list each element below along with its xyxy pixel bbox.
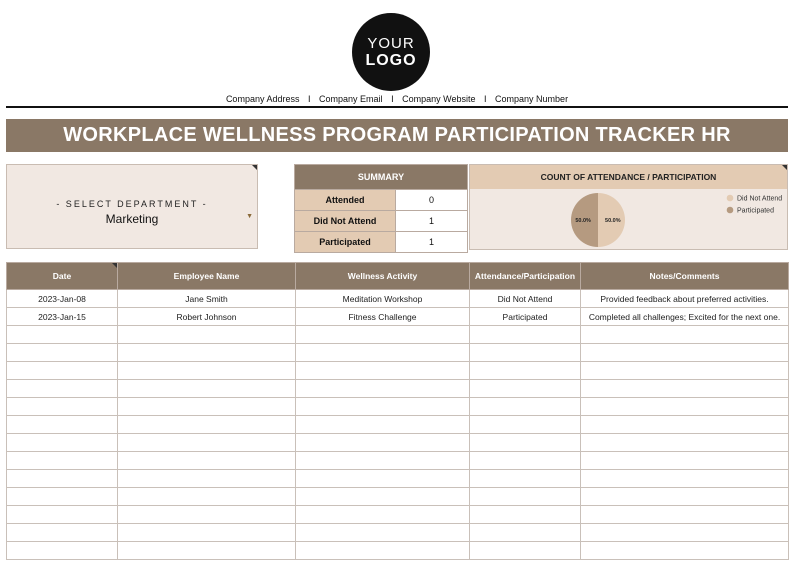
cell-date[interactable] bbox=[7, 434, 118, 452]
cell-notes[interactable] bbox=[581, 452, 789, 470]
cell-employee-name[interactable]: Jane Smith bbox=[118, 290, 296, 308]
cell-attendance[interactable] bbox=[470, 416, 581, 434]
legend-swatch bbox=[727, 207, 734, 214]
page-title: WORKPLACE WELLNESS PROGRAM PARTICIPATION TRACKER HR bbox=[6, 119, 788, 152]
legend-swatch bbox=[727, 195, 734, 202]
cell-date[interactable] bbox=[7, 524, 118, 542]
cell-employee-name[interactable] bbox=[118, 380, 296, 398]
cell-employee-name[interactable] bbox=[118, 506, 296, 524]
cell-date[interactable] bbox=[7, 542, 118, 560]
cell-date[interactable]: 2023-Jan-08 bbox=[7, 290, 118, 308]
summary-label-participated: Participated bbox=[295, 232, 396, 253]
cell-employee-name[interactable] bbox=[118, 542, 296, 560]
cell-date[interactable] bbox=[7, 470, 118, 488]
cell-attendance[interactable]: Did Not Attend bbox=[470, 290, 581, 308]
cell-wellness-activity[interactable] bbox=[296, 326, 470, 344]
company-website: Company Website bbox=[402, 94, 476, 104]
department-value[interactable]: Marketing bbox=[105, 212, 159, 226]
cell-notes[interactable]: Completed all challenges; Excited for the next one. bbox=[581, 308, 789, 326]
table-row bbox=[7, 308, 789, 326]
cell-attendance[interactable] bbox=[470, 344, 581, 362]
cell-wellness-activity[interactable] bbox=[296, 362, 470, 380]
cell-date[interactable] bbox=[7, 380, 118, 398]
legend-label: Did Not Attend bbox=[737, 195, 783, 203]
table-row bbox=[7, 452, 789, 470]
table-row bbox=[7, 380, 789, 398]
dropdown-caret-icon[interactable]: ▼ bbox=[246, 213, 253, 220]
cell-wellness-activity[interactable] bbox=[296, 416, 470, 434]
cell-wellness-activity[interactable] bbox=[296, 344, 470, 362]
cell-attendance[interactable] bbox=[470, 524, 581, 542]
cell-notes[interactable] bbox=[581, 344, 789, 362]
column-header-notes[interactable]: Notes/Comments bbox=[581, 263, 789, 290]
company-number: Company Number bbox=[495, 94, 569, 104]
department-label: - SELECT DEPARTMENT - bbox=[56, 199, 208, 209]
cell-date[interactable]: 2023-Jan-15 bbox=[7, 308, 118, 326]
cell-employee-name[interactable] bbox=[118, 398, 296, 416]
cell-employee-name[interactable] bbox=[118, 362, 296, 380]
table-row bbox=[7, 488, 789, 506]
cell-wellness-activity[interactable] bbox=[296, 488, 470, 506]
cell-notes[interactable] bbox=[581, 524, 789, 542]
cell-notes[interactable] bbox=[581, 506, 789, 524]
cell-notes[interactable] bbox=[581, 416, 789, 434]
table-row bbox=[7, 524, 789, 542]
cell-date[interactable] bbox=[7, 362, 118, 380]
table-header-row bbox=[7, 263, 789, 290]
cell-date[interactable] bbox=[7, 344, 118, 362]
cell-note-marker bbox=[112, 263, 117, 268]
cell-date[interactable] bbox=[7, 326, 118, 344]
cell-notes[interactable] bbox=[581, 488, 789, 506]
table-row bbox=[7, 416, 789, 434]
table-row bbox=[7, 290, 789, 308]
cell-note-marker bbox=[782, 165, 787, 170]
cell-wellness-activity[interactable]: Meditation Workshop bbox=[296, 290, 470, 308]
cell-attendance[interactable] bbox=[470, 434, 581, 452]
legend-label: Participated bbox=[737, 207, 774, 215]
header-label: Date bbox=[52, 271, 72, 281]
cell-employee-name[interactable] bbox=[118, 416, 296, 434]
cell-date[interactable] bbox=[7, 452, 118, 470]
cell-attendance[interactable] bbox=[470, 380, 581, 398]
table-row bbox=[7, 398, 789, 416]
separator: I bbox=[391, 94, 394, 104]
summary-value-attended[interactable]: 0 bbox=[396, 190, 468, 211]
cell-attendance[interactable] bbox=[470, 326, 581, 344]
cell-wellness-activity[interactable] bbox=[296, 452, 470, 470]
cell-attendance[interactable] bbox=[470, 506, 581, 524]
company-email: Company Email bbox=[319, 94, 383, 104]
cell-employee-name[interactable] bbox=[118, 326, 296, 344]
pie-chart bbox=[470, 165, 789, 251]
cell-employee-name[interactable] bbox=[118, 470, 296, 488]
cell-wellness-activity[interactable] bbox=[296, 542, 470, 560]
cell-date[interactable] bbox=[7, 398, 118, 416]
cell-employee-name[interactable] bbox=[118, 434, 296, 452]
summary-table bbox=[294, 164, 468, 253]
column-header-wellness-activity[interactable]: Wellness Activity bbox=[296, 263, 470, 290]
cell-attendance[interactable]: Participated bbox=[470, 308, 581, 326]
summary-label-attended: Attended bbox=[295, 190, 396, 211]
cell-notes[interactable] bbox=[581, 434, 789, 452]
pie-data-label: 50.0% bbox=[605, 218, 621, 224]
cell-attendance[interactable] bbox=[470, 398, 581, 416]
cell-attendance[interactable] bbox=[470, 452, 581, 470]
table-row bbox=[7, 362, 789, 380]
cell-wellness-activity[interactable] bbox=[296, 434, 470, 452]
cell-attendance[interactable] bbox=[470, 542, 581, 560]
cell-employee-name[interactable] bbox=[118, 524, 296, 542]
separator: I bbox=[484, 94, 487, 104]
cell-wellness-activity[interactable] bbox=[296, 506, 470, 524]
cell-wellness-activity[interactable] bbox=[296, 398, 470, 416]
summary-value-participated[interactable]: 1 bbox=[396, 232, 468, 253]
cell-notes[interactable] bbox=[581, 380, 789, 398]
logo-line-2: LOGO bbox=[365, 51, 417, 69]
cell-employee-name[interactable] bbox=[118, 452, 296, 470]
cell-wellness-activity[interactable] bbox=[296, 470, 470, 488]
cell-note-marker bbox=[252, 165, 257, 170]
cell-notes[interactable] bbox=[581, 542, 789, 560]
cell-notes[interactable]: Provided feedback about preferred activities. bbox=[581, 290, 789, 308]
table-row bbox=[7, 506, 789, 524]
cell-notes[interactable] bbox=[581, 362, 789, 380]
cell-wellness-activity[interactable] bbox=[296, 524, 470, 542]
cell-notes[interactable] bbox=[581, 398, 789, 416]
summary-header: SUMMARY bbox=[295, 165, 468, 190]
header-divider bbox=[6, 106, 788, 108]
company-info bbox=[0, 94, 794, 104]
separator: I bbox=[308, 94, 311, 104]
logo-line-1: YOUR bbox=[367, 34, 415, 52]
company-address: Company Address bbox=[225, 94, 300, 104]
summary-value-did-not-attend[interactable]: 1 bbox=[396, 211, 468, 232]
company-logo bbox=[352, 13, 430, 91]
cell-employee-name[interactable]: Robert Johnson bbox=[118, 308, 296, 326]
cell-date[interactable] bbox=[7, 506, 118, 524]
chart-title: COUNT OF ATTENDANCE / PARTICIPATION bbox=[470, 165, 787, 189]
column-header-attendance[interactable]: Attendance/Participation bbox=[470, 263, 581, 290]
cell-employee-name[interactable] bbox=[118, 488, 296, 506]
column-header-date[interactable] bbox=[7, 263, 118, 290]
summary-label-did-not-attend: Did Not Attend bbox=[295, 211, 396, 232]
table-row bbox=[7, 344, 789, 362]
cell-date[interactable] bbox=[7, 416, 118, 434]
cell-wellness-activity[interactable]: Fitness Challenge bbox=[296, 308, 470, 326]
department-selector[interactable] bbox=[6, 164, 258, 249]
cell-attendance[interactable] bbox=[470, 488, 581, 506]
cell-attendance[interactable] bbox=[470, 362, 581, 380]
table-row bbox=[7, 434, 789, 452]
cell-notes[interactable] bbox=[581, 326, 789, 344]
table-row bbox=[7, 470, 789, 488]
table-row bbox=[7, 542, 789, 560]
attendance-chart[interactable] bbox=[469, 164, 788, 250]
table-row bbox=[7, 326, 789, 344]
cell-attendance[interactable] bbox=[470, 470, 581, 488]
cell-notes[interactable] bbox=[581, 470, 789, 488]
cell-wellness-activity[interactable] bbox=[296, 380, 470, 398]
participation-table bbox=[6, 262, 789, 560]
cell-employee-name[interactable] bbox=[118, 344, 296, 362]
cell-date[interactable] bbox=[7, 488, 118, 506]
column-header-employee-name[interactable]: Employee Name bbox=[118, 263, 296, 290]
pie-data-label: 50.0% bbox=[575, 218, 591, 224]
